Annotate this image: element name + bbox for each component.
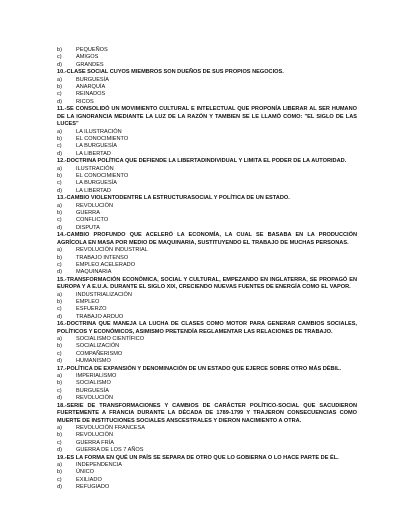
- option-letter: a): [57, 165, 62, 172]
- option-text: INDUSTRIALIZACIÓN: [76, 291, 132, 298]
- option-text: LA ILUSTRACIÓN: [76, 128, 122, 135]
- answer-option: [57, 143, 357, 150]
- option-letter: b): [57, 432, 62, 439]
- option-letter: c): [57, 387, 62, 394]
- option-text: EL CONOCIMIENTO: [76, 135, 129, 142]
- answer-option: [57, 247, 357, 254]
- answer-option: [57, 395, 357, 402]
- answer-option: [57, 462, 357, 469]
- option-text: TRABAJO ARDUO: [76, 313, 124, 320]
- option-letter: a): [57, 291, 62, 298]
- option-text: CONFLICTO: [76, 217, 109, 224]
- option-letter: b): [57, 84, 62, 91]
- answer-option: [57, 262, 357, 269]
- option-text: GUERRA DE LOS 7 AÑOS: [76, 447, 144, 454]
- option-text: REVOLUCIÓN: [76, 432, 113, 439]
- option-text: REFUGIADO: [76, 484, 110, 491]
- question-text: 11.-SE CONSOLIDÓ UN MOVIMIENTO CULTURAL E INTELECTUAL QUE PROPONÍA LIBERAR AL SER HUMANO DE LA IGNORANCIA MEDIANTE LA LUZ DE LA RAZÓN Y TAMBIEN SE LE LLAMÓ COMO: "EL SIGLO DE LAS LUCES": [57, 106, 357, 128]
- option-text: AMIGOS: [76, 54, 99, 61]
- option-letter: d): [57, 313, 62, 320]
- option-text: GUERRA: [76, 210, 100, 217]
- option-text: PEQUEÑOS: [76, 47, 108, 53]
- question-text: 15.-TRANSFORMACIÓN ECONÓMICA, SOCIAL Y CULTURAL, EMPEZANDO EN INGLATERRA, SE PROPAGÓ EN EUROPA Y A E.U.A. DURANTE EL SIGLO XIX, CRECIENDO NUEVAS FUENTES DE ENERGÍA COMO EL VAPOR.: [57, 276, 357, 291]
- option-letter: b): [57, 469, 62, 476]
- option-letter: c): [57, 439, 62, 446]
- answer-option: [57, 292, 357, 299]
- option-text: ILUSTRACIÓN: [76, 165, 114, 172]
- option-letter: c): [57, 261, 62, 268]
- option-letter: a): [57, 424, 62, 431]
- option-text: EL CONOCIMIENTO: [76, 172, 129, 179]
- option-letter: c): [57, 476, 62, 483]
- answer-option: [57, 447, 357, 454]
- option-letter: b): [57, 380, 62, 387]
- option-letter: b): [57, 343, 62, 350]
- answer-option: [57, 351, 357, 358]
- option-text: TRABAJO INTENSO: [76, 254, 129, 261]
- option-text: HUMANISMO: [76, 358, 111, 365]
- option-letter: b): [57, 254, 62, 261]
- question-text: 14.-CAMBIO PROFUNDO QUE ACELERÓ LA ECONOMÍA, LA CUAL SE BASABA EN LA PRODUCCIÓN AGRÍCOLA EN MASA POR MEDIO DE MAQUINARIA, SUSTITUYENDO EL TRABAJO DE MUCHAS PERSONAS.: [57, 232, 357, 246]
- answer-option: [57, 180, 357, 187]
- option-letter: c): [57, 143, 62, 150]
- option-text: BURGUESÍA: [76, 76, 109, 83]
- option-text: INDEPENDENCIA: [76, 462, 123, 469]
- option-letter: a): [57, 336, 62, 343]
- option-text: DISPUTA: [76, 224, 100, 231]
- option-text: EMPLEO ACELERADO: [76, 261, 136, 268]
- option-letter: a): [57, 76, 62, 83]
- option-letter: b): [57, 135, 62, 142]
- answer-option: [57, 484, 357, 491]
- option-text: GRANDES: [76, 61, 104, 68]
- option-letter: a): [57, 462, 62, 469]
- option-text: REVOLUCIÓN: [76, 202, 113, 209]
- answer-option: [57, 84, 357, 91]
- option-letter: d): [57, 187, 62, 194]
- answer-option: [57, 380, 357, 387]
- answer-option: [57, 255, 357, 262]
- answer-option: [57, 469, 357, 476]
- answer-option: [57, 166, 357, 173]
- option-letter: d): [57, 150, 62, 157]
- option-text: LA LIBERTAD: [76, 150, 111, 157]
- question-text: 19.-ES LA FORMA EN QUÉ UN PAÍS SE SEPARA DE OTRO QUE LO GOBIERNA O LO HACE PARTE DE ÉL.: [57, 454, 339, 461]
- option-text: REVOLUCIÓN FRANCESA: [76, 424, 146, 431]
- option-text: GUERRA FRÍA: [76, 439, 114, 446]
- option-letter: c): [57, 306, 62, 313]
- answer-option: [57, 77, 357, 84]
- option-letter: b): [57, 298, 62, 305]
- question-text: 10.-CLASE SOCIAL CUYOS MIEMBROS SON DUEÑOS DE SUS PROPIOS NEGOCIOS.: [57, 69, 284, 76]
- question-text: 17.-POLÍTICA DE EXPANSIÓN Y DENOMINACIÓN DE UN ESTADO QUE EJERCE SOBRE OTRO MÁS DÉBIL.: [57, 365, 342, 372]
- option-letter: c): [57, 54, 62, 61]
- answer-option: [57, 306, 357, 313]
- option-text: IMPERIALISMO: [76, 373, 117, 380]
- answer-option: [57, 129, 357, 136]
- option-letter: c): [57, 180, 62, 187]
- question-text: 18.-SERIE DE TRANSFORMACIONES Y CAMBIOS DE CARÁCTER POLÍTICO-SOCIAL QUE SACUDIERON FUERTEMENTE A FRANCIA DURANTE LA DÉCADA DE 1789-1799 Y TRAJERON CONSECUENCIAS COMO MUERTE DE INSTITUCIONES SOCIALES ANSCESTRALES Y DIERON NACIMIENTO A OTRA.: [57, 402, 357, 424]
- option-letter: b): [57, 210, 62, 217]
- option-letter: d): [57, 98, 62, 105]
- option-letter: d): [57, 358, 62, 365]
- question-text: 12.-DOCTRINA POLÍTICA QUE DEFIENDE LA LIBERTADINDIVIDUAL Y LIMITA EL PODER DE LA AUTORIDAD.: [57, 158, 347, 165]
- option-text: REINADOS: [76, 91, 106, 98]
- option-text: RICOS: [76, 98, 94, 105]
- answer-option: [57, 91, 357, 98]
- question-text: 16.-DOCTRINA QUE MANEJA LA LUCHA DE CLASES COMO MOTOR PARA GENERAR CAMBIOS SOCIALES, POLÍTICOS Y ECONÓMICOS, ASIMISMO PRETENDÍA REGLAMENTAR LAS RELACIONES DE TRABAJO.: [57, 321, 357, 335]
- option-text: ESFUERZO: [76, 306, 107, 313]
- answer-option: [57, 203, 357, 210]
- option-letter: c): [57, 91, 62, 98]
- question-text: 13.-CAMBIO VIOLENTODENTRE LA ESTRUCTURASOCIAL Y POLÍTICA DE UN ESTADO.: [57, 195, 290, 202]
- option-text: COMPAÑERISMO: [76, 350, 123, 357]
- option-letter: c): [57, 217, 62, 224]
- answer-option: [57, 210, 357, 217]
- answer-option: [57, 299, 357, 306]
- option-text: EMPLEO: [76, 298, 100, 305]
- option-letter: a): [57, 128, 62, 135]
- answer-option: [57, 314, 357, 321]
- option-text: SOCIALISMO CIENTÍFICO: [76, 336, 145, 343]
- answer-option: [57, 477, 357, 484]
- option-text: REVOLUCIÓN: [76, 395, 113, 402]
- answer-option: [57, 269, 357, 276]
- option-letter: a): [57, 202, 62, 209]
- answer-option: [57, 358, 357, 365]
- option-text: LA BURGUESÍA: [76, 180, 118, 187]
- option-letter: d): [57, 61, 62, 68]
- option-letter: d): [57, 395, 62, 402]
- option-letter: c): [57, 350, 62, 357]
- option-letter: d): [57, 484, 62, 491]
- option-text: EXILIADO: [76, 476, 102, 483]
- answer-option: [57, 432, 357, 439]
- answer-option: [57, 47, 357, 54]
- option-text: SOCIALISMO: [76, 380, 111, 387]
- option-text: MAQUINARIA: [76, 269, 112, 276]
- option-text: ANARQUÍA: [76, 84, 106, 91]
- answer-option: [57, 217, 357, 224]
- option-letter: a): [57, 247, 62, 254]
- option-text: REVOLUCIÓN INDUSTRIAL: [76, 247, 148, 254]
- option-text: SOCIALIZACIÓN: [76, 343, 120, 350]
- option-text: LA LIBERTAD: [76, 187, 111, 194]
- answer-option: [57, 343, 357, 350]
- option-letter: d): [57, 447, 62, 454]
- option-letter: d): [57, 224, 62, 231]
- quiz-content: [57, 47, 357, 492]
- answer-option: [57, 54, 357, 61]
- answer-option: [57, 373, 357, 380]
- option-letter: b): [57, 47, 62, 53]
- option-letter: a): [57, 373, 62, 380]
- option-letter: d): [57, 269, 62, 276]
- option-text: BURGUESÍA: [76, 387, 109, 394]
- option-text: LA BURGUESÍA: [76, 143, 118, 150]
- option-text: ÚNICO: [76, 469, 95, 476]
- option-letter: b): [57, 172, 62, 179]
